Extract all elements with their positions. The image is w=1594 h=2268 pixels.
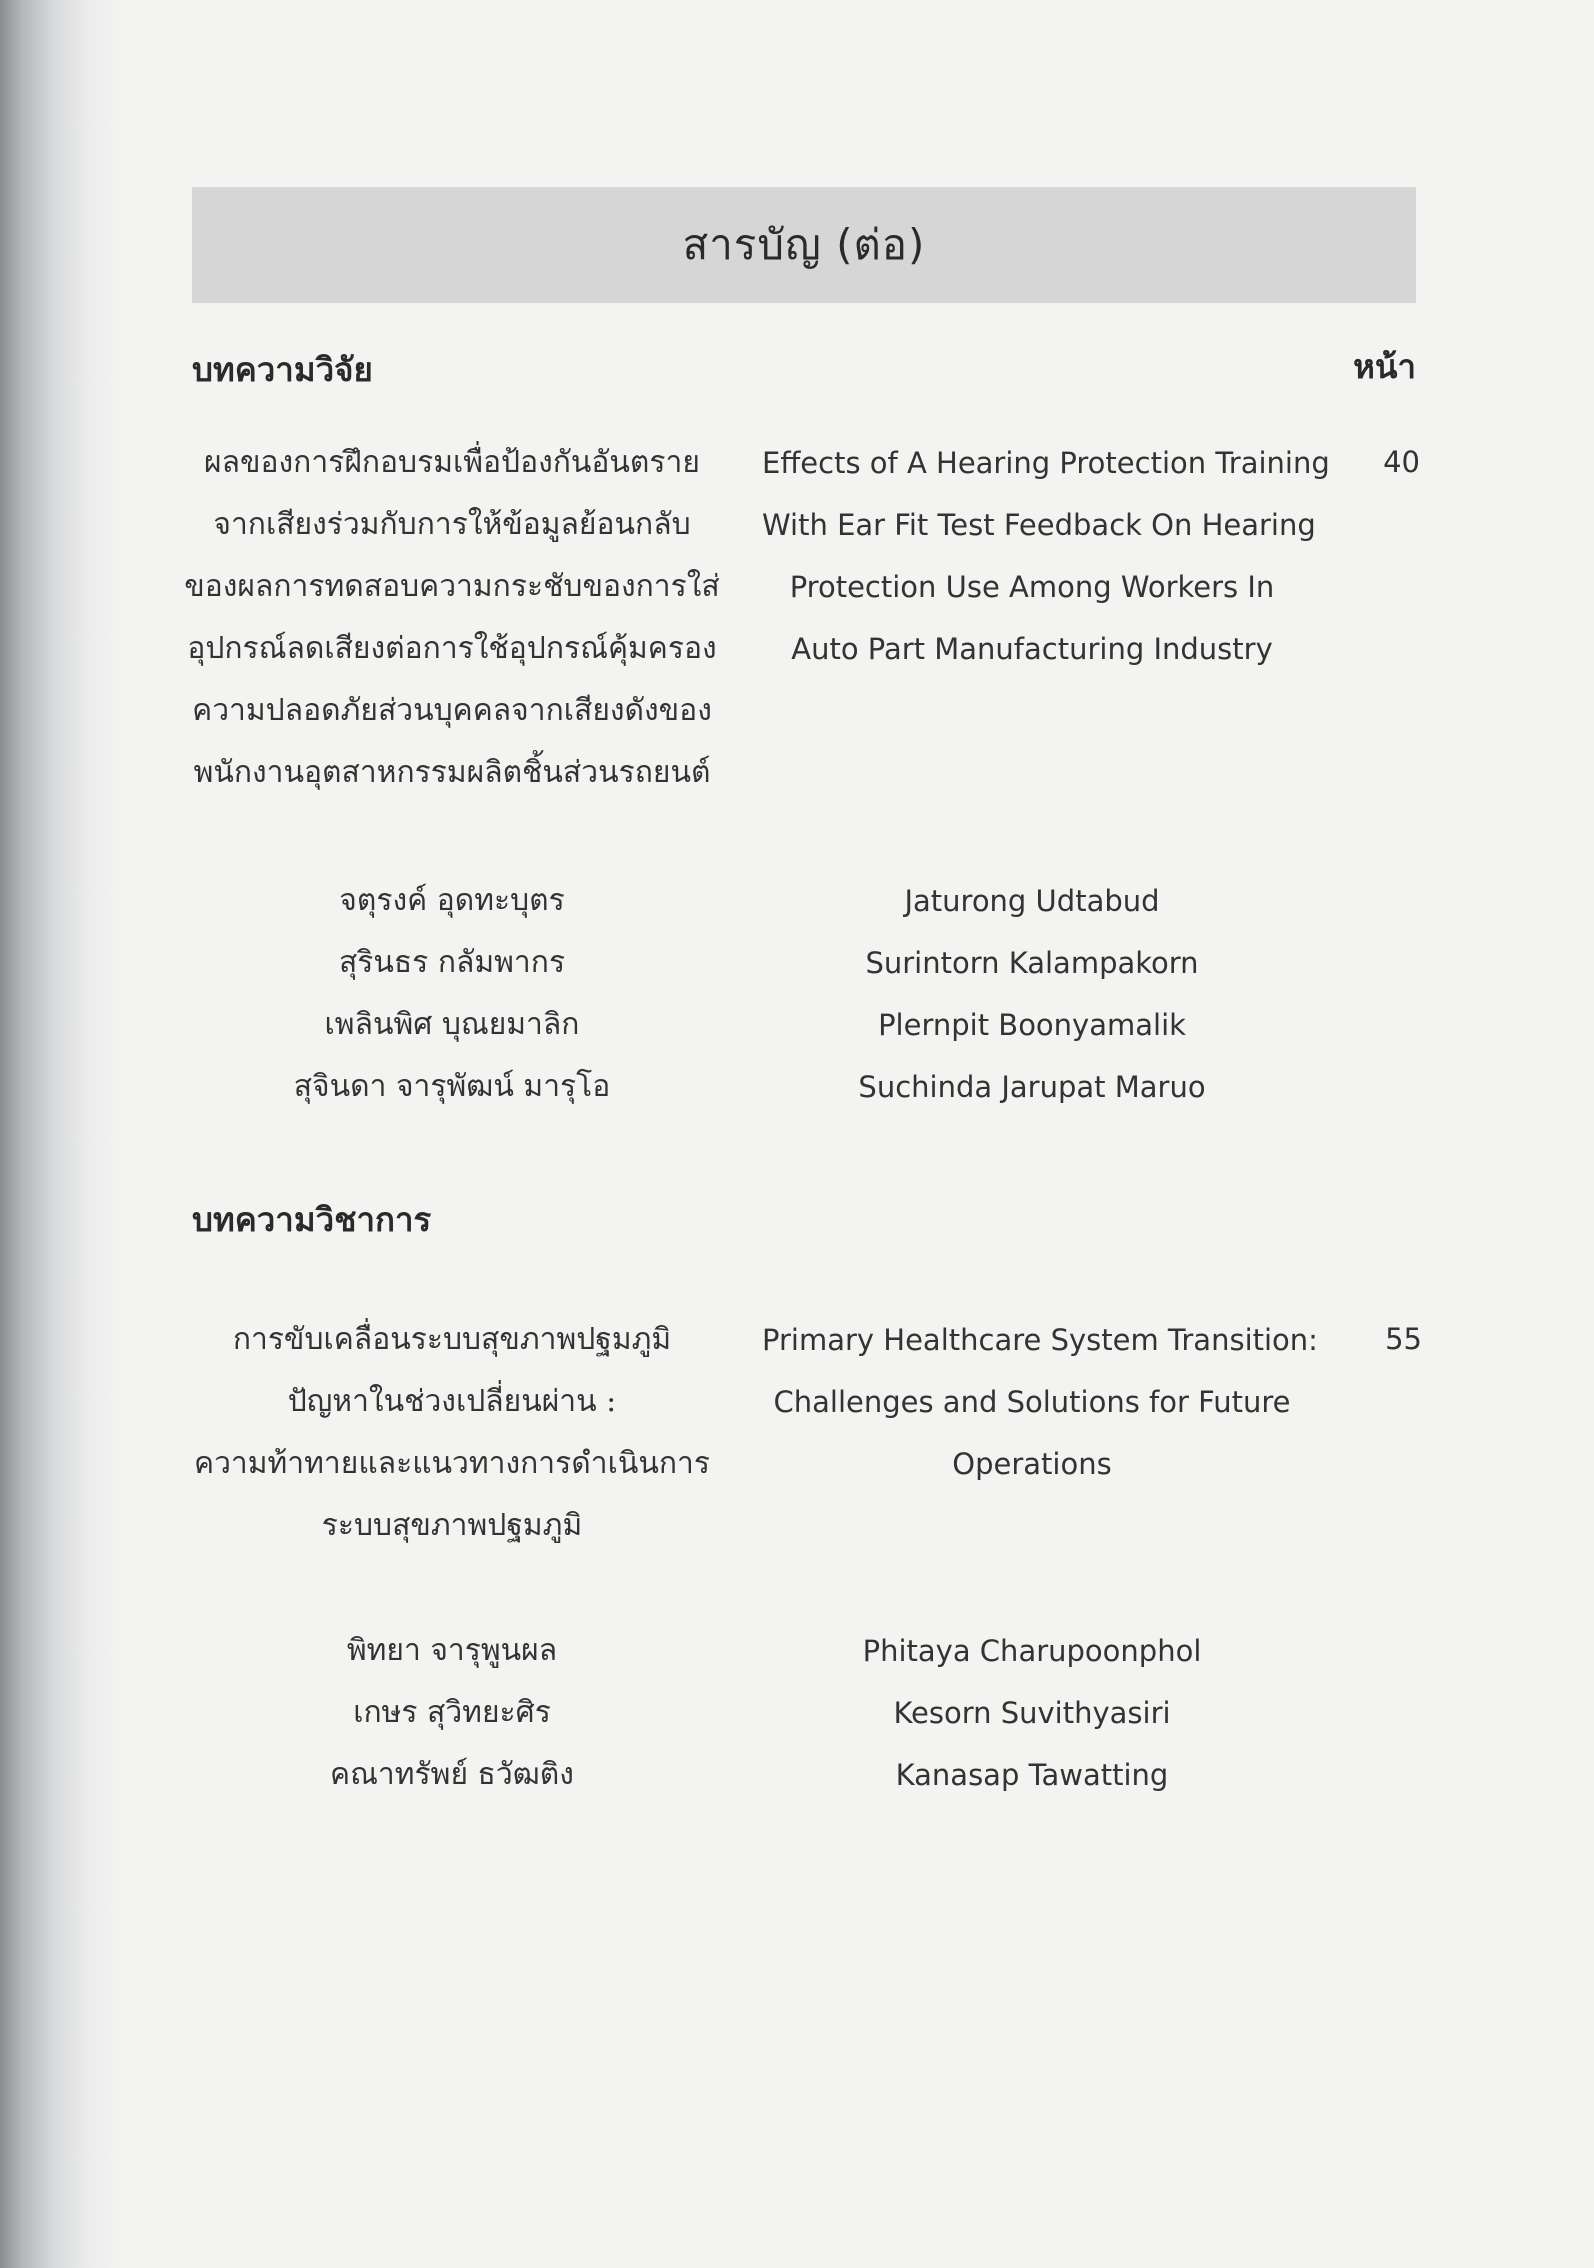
article-2-authors-en (762, 1620, 1302, 1806)
title-en-line: Protection Use Among Workers In (789, 570, 1275, 604)
title-th-line: ความท้าทายและแนวทางการดำเนินการ (194, 1446, 710, 1481)
article-2-title-en (762, 1309, 1318, 1495)
article-1-page-number: 40 (1383, 445, 1420, 479)
title-en-line: Auto Part Manufacturing Industry (791, 632, 1273, 666)
title-th-line: พนักงานอุตสาหกรรมผลิตชิ้นส่วนรถยนต์ (193, 755, 711, 790)
page-column-label: หน้า (1353, 347, 1416, 386)
title-th-line: การขับเคลื่อนระบบสุขภาพปฐมภูมิ (232, 1322, 672, 1357)
title-th-line: ปัญหาในช่วงเปลี่ยนผ่าน : (287, 1384, 617, 1419)
title-th-line: ความปลอดภัยส่วนบุคคลจากเสียงดังของ (192, 693, 712, 728)
title-th-line: จากเสียงร่วมกับการให้ข้อมูลย้อนกลับ (213, 507, 691, 542)
article-1-authors-th (182, 870, 722, 1118)
title-en-line: With Ear Fit Test Feedback On Hearing (762, 508, 1316, 542)
article-1-authors-en (762, 870, 1302, 1118)
title-en-line: Challenges and Solutions for Future (773, 1385, 1291, 1419)
author-th: สุรินธร กลัมพากร (338, 945, 566, 980)
author-en: Kanasap Tawatting (895, 1758, 1169, 1792)
author-th: พิทยา จารุพูนผล (346, 1633, 558, 1668)
author-th: สุจินดา จารุพัฒน์ มารุโอ (293, 1069, 611, 1104)
title-en-line: Operations (952, 1447, 1112, 1481)
toc-title: สารบัญ (ต่อ) (682, 220, 926, 269)
author-th: เพลินพิศ บุณยมาลิก (324, 1007, 580, 1042)
title-th-line: ผลของการฝึกอบรมเพื่อป้องกันอันตราย (204, 445, 700, 480)
article-1-title-en (762, 432, 1330, 680)
page-binding-shadow (0, 0, 120, 2268)
author-th: จตุรงค์ อุดทะบุตร (339, 883, 565, 918)
article-2-authors-th (182, 1620, 722, 1806)
article-2-page-number: 55 (1385, 1322, 1422, 1356)
title-th-line: อุปกรณ์ลดเสียงต่อการใช้อุปกรณ์คุ้มครอง (187, 631, 717, 666)
author-en: Phitaya Charupoonphol (862, 1634, 1202, 1668)
section-heading-academic: บทความวิชาการ (192, 1200, 432, 1239)
author-th: เกษร สุวิทยะศิร (353, 1695, 551, 1730)
author-en: Jaturong Udtabud (904, 884, 1160, 918)
author-en: Kesorn Suvithyasiri (893, 1696, 1171, 1730)
article-2-title-th (182, 1309, 722, 1557)
author-en: Suchinda Jarupat Maruo (858, 1070, 1206, 1104)
toc-title-banner (192, 187, 1416, 303)
author-th: คณาทรัพย์ ธวัฒติง (330, 1757, 574, 1792)
section-heading-research: บทความวิจัย (192, 350, 373, 389)
title-en-line: Primary Healthcare System Transition: (762, 1323, 1318, 1357)
title-th-line: ระบบสุขภาพปฐมภูมิ (321, 1508, 583, 1543)
author-en: Surintorn Kalampakorn (865, 946, 1199, 980)
title-th-line: ของผลการทดสอบความกระชับของการใส่ (184, 569, 720, 604)
author-en: Plernpit Boonyamalik (878, 1008, 1186, 1042)
title-en-line: Effects of A Hearing Protection Training (762, 446, 1330, 480)
article-1-title-th (182, 432, 722, 804)
